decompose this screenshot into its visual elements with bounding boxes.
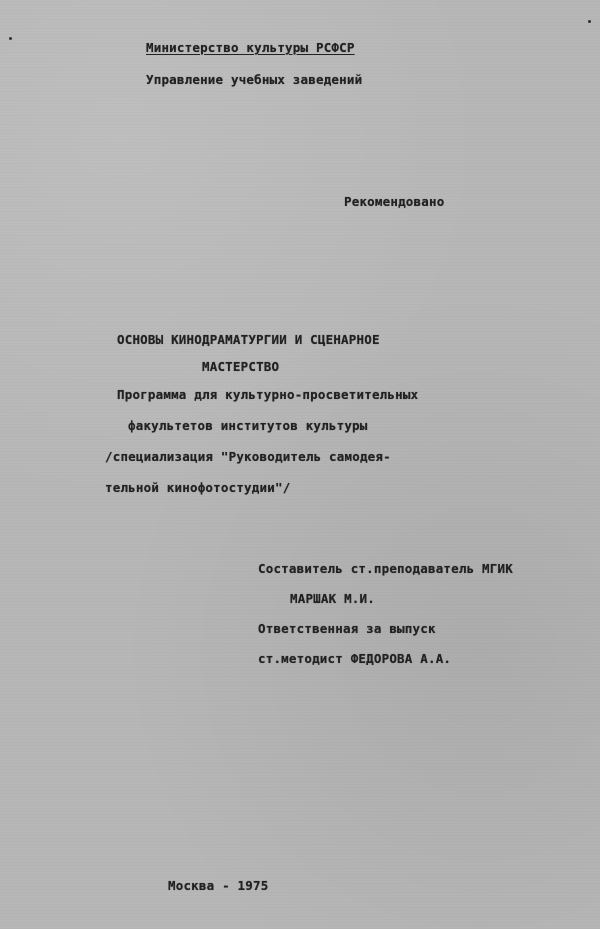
department-heading: Управление учебных заведений	[146, 72, 363, 87]
place-year: Москва - 1975	[168, 878, 269, 893]
subtitle-line-4: тельной кинофотостудии"/	[105, 480, 291, 495]
subtitle-line-3: /специализация "Руководитель самодея-	[105, 449, 391, 464]
title-line-1: ОСНОВЫ КИНОДРАМАТУРГИИ И СЦЕНАРНОЕ	[117, 332, 380, 347]
compiler-line: Составитель ст.преподаватель МГИК	[258, 561, 513, 576]
responsible-name: ст.методист ФЕДОРОВА А.А.	[258, 651, 452, 666]
subtitle-line-2: факультетов институтов культуры	[128, 418, 368, 433]
responsible-line: Ответственная за выпуск	[258, 621, 436, 636]
subtitle-line-1: Программа для культурно-просветительных	[117, 387, 419, 402]
ministry-heading: Министерство культуры РСФСР	[146, 40, 355, 55]
paper-mark	[9, 37, 12, 40]
compiler-name: МАРШАК М.И.	[290, 591, 375, 606]
paper-mark	[588, 20, 591, 23]
recommended-note: Рекомендовано	[344, 194, 445, 209]
title-line-2: МАСТЕРСТВО	[202, 359, 280, 374]
